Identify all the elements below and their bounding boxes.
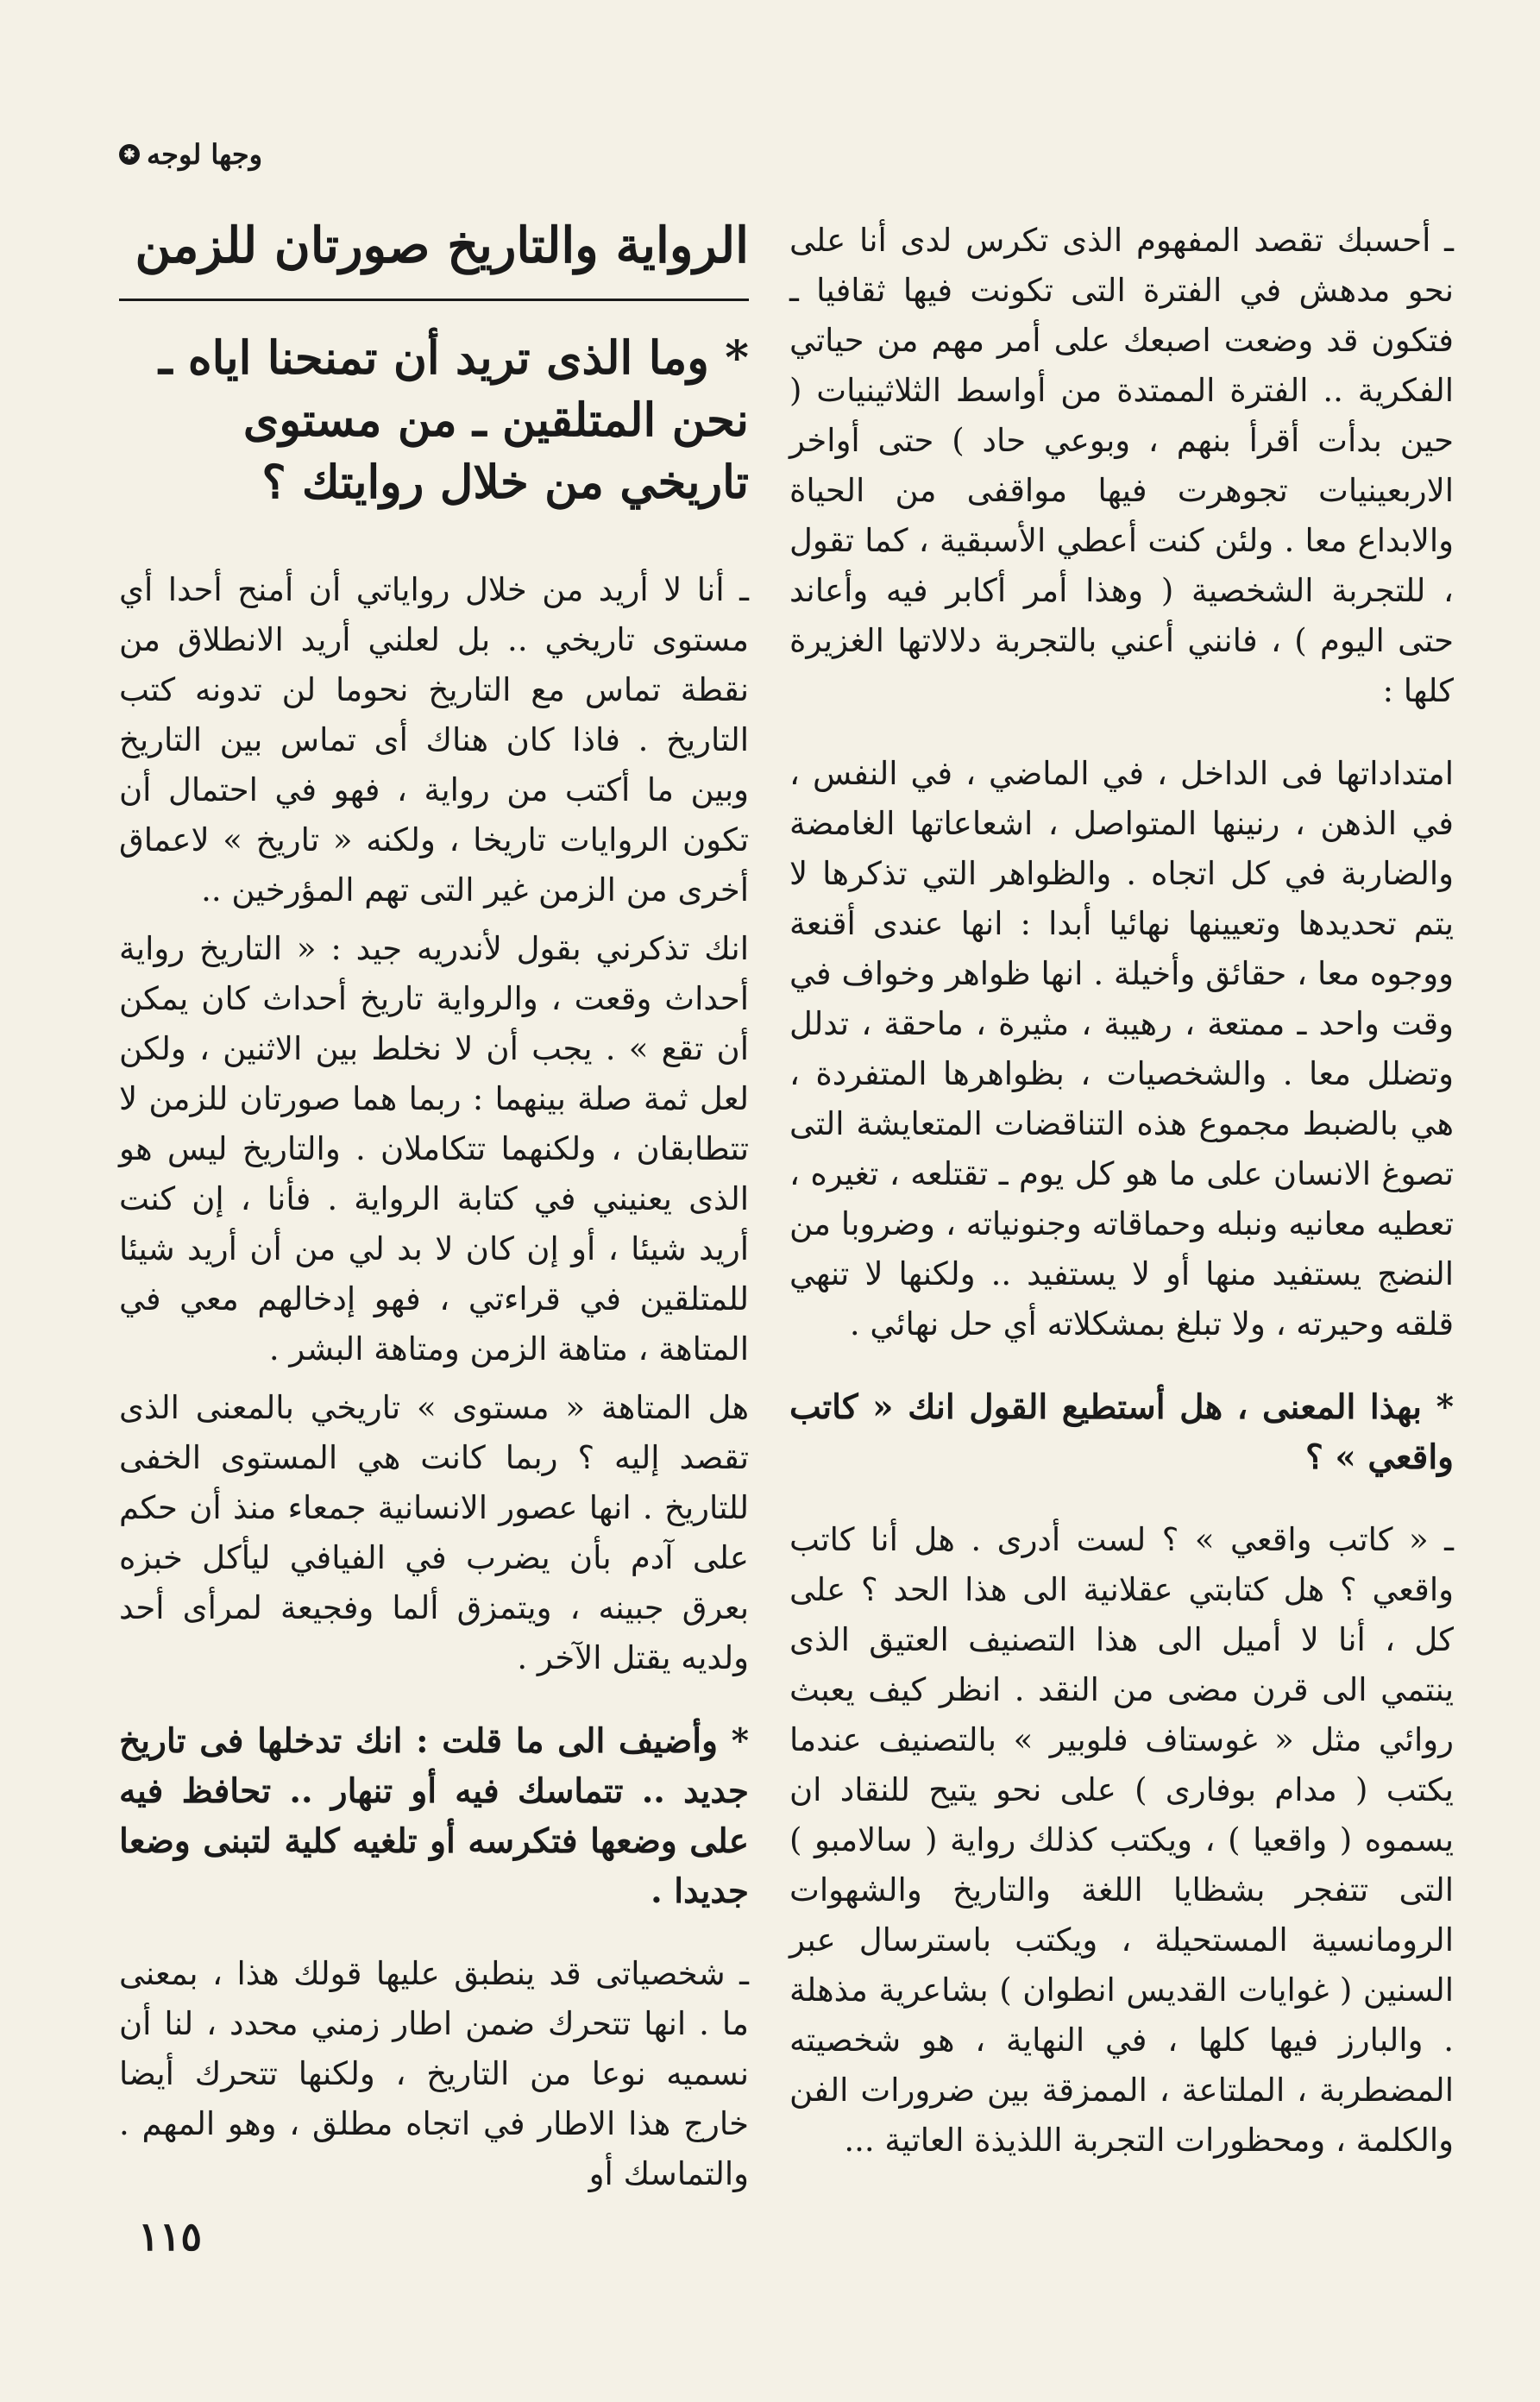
- paragraph: ـ أحسبك تقصد المفهوم الذى تكرس لدى أنا على نحو مدهش في الفترة التى تكونت فيها ثقافيا ـ فتكون قد وضعت اصبعك على أمر مهم من حياتي الفكرية .. الفترة الممتدة من أواسط الثلاثينيات ( حين بدأت أقرأ بنهم ، وبوعي حاد ) حتى أواخر الاربعينيات تجوهرت فيها مواقفى من الحياة والابداع معا . ولئن كنت أعطي الأسبقية ، كما تقول ، للتجربة الشخصية ( وهذا أمر أكابر فيه وأعاند حتى اليوم ) ، فانني أعني بالتجربة دلالاتها الغزيرة كلها :: [789, 222, 1454, 709]
- interview-answer: ـ شخصياتى قد ينطبق عليها قولك هذا ، بمعنى ما . انها تتحرك ضمن اطار زمني محدد ، لنا أن نسميه نوعا من التاريخ ، ولكنها تتحرك أيضا خارج هذا الاطار في اتجاه مطلق ، وهو المهم . والتماسك أو: [119, 1955, 749, 2192]
- page-number: ١١٥: [138, 2213, 203, 2260]
- asterisk-mark-icon: ✱: [119, 144, 140, 165]
- paragraph: هل المتاهة « مستوى » تاريخي بالمعنى الذى تقصد إليه ؟ ربما كانت هي المستوى الخفى للتاريخ . انها عصور الانسانية جمعاء منذ أن حكم على آدم بأن يضرب في الفيافي ليأكل خبزه بعرق جبينه ، ويتمزق ألما وفجيعة لمرأى أحد ولديه يقتل الآخر .: [119, 1389, 749, 1676]
- lead-question: * وما الذى تريد أن تمنحنا اياه ـ نحن المتلقين ـ من مستوى تاريخي من خلال روايتك ؟: [158, 331, 749, 509]
- running-head: [119, 138, 262, 171]
- section-title: الرواية والتاريخ صورتان للزمن: [119, 216, 749, 301]
- interview-question: * وأضيف الى ما قلت : انك تدخلها فى تاريخ جديد .. تتماسك فيه أو تنهار .. تحافظ فيه على وضعها فتكرسه أو تلغيه كلية لتبنى وضعا جديدا .: [119, 1721, 749, 1911]
- left-column: [119, 216, 749, 2232]
- paragraph: امتداداتها فى الداخل ، في الماضي ، في النفس ، في الذهن ، رنينها المتواصل ، اشعاعاتها الغامضة والضاربة في كل اتجاه . والظواهر التي تذكرها لا يتم تحديدها وتعيينها نهائيا أبدا : انها عندى أقنعة ووجوه معا ، حقائق وأخيلة . انها ظواهر وخواف في وقت واحد ـ ممتعة ، رهيبة ، مثيرة ، ماحقة ، تدلل وتضلل معا . والشخصيات ، بظواهرها المتفردة ، هي بالضبط مجموع هذه التناقضات المتعايشة التى تصوغ الانسان على ما هو كل يوم ـ تقتلعه ، تغيره ، تعطيه معانيه ونبله وحماقاته وجنونياته ، وضروبا من النضج يستفيد منها أو لا يستفيد .. ولكنها لا تنهي قلقه وحيرته ، ولا تبلغ بمشكلاته أي حل نهائي .: [789, 755, 1454, 1342]
- right-column: [789, 216, 1454, 2198]
- interview-answer: ـ « كاتب واقعي » ؟ لست أدرى . هل أنا كاتب واقعي ؟ هل كتابتي عقلانية الى هذا الحد ؟ على كل ، أنا لا أميل الى هذا التصنيف العتيق الذى ينتمي الى قرن مضى من النقد . انظر كيف يعبث روائي مثل « غوستاف فلوبير » بالتصنيف عندما يكتب ( مدام بوفارى ) على نحو يتيح للنقاد ان يسموه ( واقعيا ) ، ويكتب كذلك رواية ( سالامبو ) التى تتفجر بشظايا اللغة والتاريخ والشهوات الرومانسية المستحيلة ، ويكتب باسترسال عبر السنين ( غوايات القديس انطوان ) بشاعرية مذهلة . والبارز فيها كلها ، في النهاية ، هو شخصيته المضطربة ، الملتاعة ، الممزقة بين ضرورات الفن والكلمة ، ومحظورات التجربة اللذيذة العاتية ...: [789, 1521, 1454, 2159]
- interview-question: * بهذا المعنى ، هل أستطيع القول انك « كاتب واقعي » ؟: [789, 1387, 1454, 1477]
- running-head-text: وجها لوجه: [147, 138, 263, 171]
- paragraph: انك تذكرني بقول لأندريه جيد : « التاريخ رواية أحداث وقعت ، والرواية تاريخ أحداث كان يمكن أن تقع » . يجب أن لا نخلط بين الاثنين ، ولكن لعل ثمة صلة بينهما : ربما هما صورتان للزمن لا تتطابقان ، ولكنهما تتكاملان . والتاريخ ليس هو الذى يعنيني في كتابة الرواية . فأنا ، إن كنت أريد شيئا ، أو إن كان لا بد لي من أن أريد شيئا للمتلقين في قراءتي ، فهو إدخالهم معي في المتاهة ، متاهة الزمن ومتاهة البشر .: [119, 930, 749, 1368]
- paragraph: ـ أنا لا أريد من خلال رواياتي أن أمنح أحدا أي مستوى تاريخي .. بل لعلني أريد الانطلاق من نقطة تماس مع التاريخ نحوما لن تدونه كتب التاريخ . فاذا كان هناك أى تماس بين التاريخ وبين ما أكتب من رواية ، فهو في احتمال أن تكون الروايات تاريخا ، ولكنه « تاريخ » لاعماق أخرى من الزمن غير التى تهم المؤرخين ..: [119, 571, 749, 909]
